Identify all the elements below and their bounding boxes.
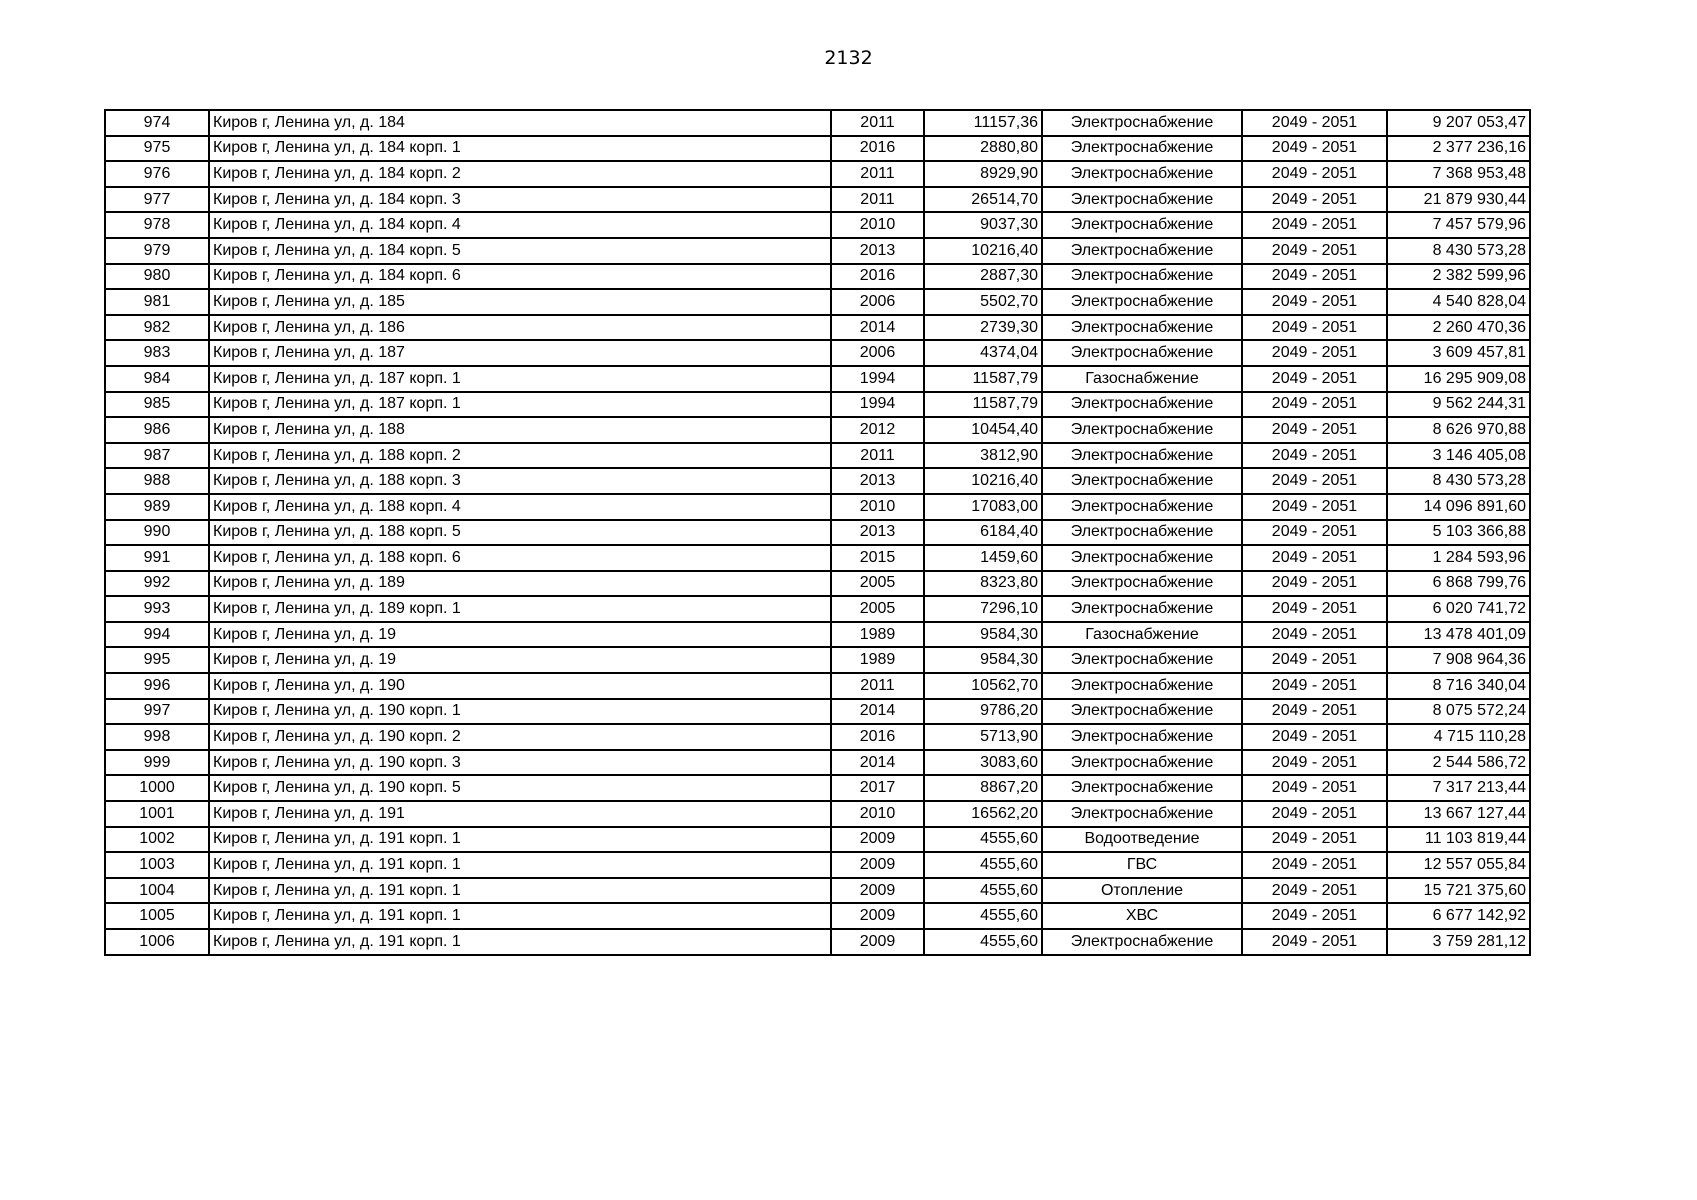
service-cell: Электроснабжение [1042,929,1242,955]
year-cell: 2006 [831,289,924,315]
cost-cell: 11 103 819,44 [1387,827,1530,853]
row-number-cell: 1005 [105,903,209,929]
table-row [105,673,1530,699]
year-cell: 2009 [831,929,924,955]
area-cell: 10216,40 [924,468,1042,494]
address-cell: Киров г, Ленина ул, д. 190 корп. 2 [209,724,831,750]
area-cell: 10216,40 [924,238,1042,264]
year-cell: 2005 [831,596,924,622]
table-row [105,622,1530,648]
address-cell: Киров г, Ленина ул, д. 184 [209,110,831,136]
period-cell: 2049 - 2051 [1242,929,1387,955]
cost-cell: 2 260 470,36 [1387,315,1530,341]
period-cell: 2049 - 2051 [1242,468,1387,494]
cost-cell: 3 146 405,08 [1387,443,1530,469]
cost-cell: 8 626 970,88 [1387,417,1530,443]
period-cell: 2049 - 2051 [1242,775,1387,801]
address-cell: Киров г, Ленина ул, д. 184 корп. 4 [209,212,831,238]
service-cell: Газоснабжение [1042,622,1242,648]
row-number-cell: 988 [105,468,209,494]
service-cell: Электроснабжение [1042,187,1242,213]
year-cell: 2010 [831,494,924,520]
area-cell: 2739,30 [924,315,1042,341]
service-cell: Электроснабжение [1042,238,1242,264]
year-cell: 2010 [831,212,924,238]
year-cell: 2016 [831,136,924,162]
cost-cell: 8 430 573,28 [1387,238,1530,264]
address-cell: Киров г, Ленина ул, д. 188 корп. 5 [209,520,831,546]
address-cell: Киров г, Ленина ул, д. 186 [209,315,831,341]
row-number-cell: 980 [105,264,209,290]
row-number-cell: 983 [105,340,209,366]
address-cell: Киров г, Ленина ул, д. 188 корп. 3 [209,468,831,494]
service-cell: Электроснабжение [1042,340,1242,366]
area-cell: 4555,60 [924,929,1042,955]
address-cell: Киров г, Ленина ул, д. 191 корп. 1 [209,903,831,929]
period-cell: 2049 - 2051 [1242,417,1387,443]
address-cell: Киров г, Ленина ул, д. 189 корп. 1 [209,596,831,622]
area-cell: 11587,79 [924,392,1042,418]
year-cell: 2014 [831,699,924,725]
period-cell: 2049 - 2051 [1242,673,1387,699]
row-number-cell: 991 [105,545,209,571]
row-number-cell: 998 [105,724,209,750]
address-cell: Киров г, Ленина ул, д. 184 корп. 6 [209,264,831,290]
period-cell: 2049 - 2051 [1242,750,1387,776]
area-cell: 7296,10 [924,596,1042,622]
table-row [105,775,1530,801]
period-cell: 2049 - 2051 [1242,801,1387,827]
table-row [105,647,1530,673]
year-cell: 2009 [831,827,924,853]
service-cell: Электроснабжение [1042,750,1242,776]
table-row [105,340,1530,366]
area-cell: 4374,04 [924,340,1042,366]
row-number-cell: 979 [105,238,209,264]
cost-cell: 21 879 930,44 [1387,187,1530,213]
row-number-cell: 986 [105,417,209,443]
area-cell: 9584,30 [924,622,1042,648]
service-cell: Газоснабжение [1042,366,1242,392]
table-row [105,289,1530,315]
cost-cell: 9 562 244,31 [1387,392,1530,418]
address-cell: Киров г, Ленина ул, д. 191 корп. 1 [209,929,831,955]
year-cell: 2012 [831,417,924,443]
period-cell: 2049 - 2051 [1242,366,1387,392]
table-row [105,571,1530,597]
table-row [105,699,1530,725]
year-cell: 2011 [831,161,924,187]
row-number-cell: 981 [105,289,209,315]
year-cell: 2006 [831,340,924,366]
period-cell: 2049 - 2051 [1242,647,1387,673]
table-row [105,187,1530,213]
area-cell: 1459,60 [924,545,1042,571]
table-row [105,238,1530,264]
year-cell: 2009 [831,903,924,929]
cost-cell: 7 908 964,36 [1387,647,1530,673]
cost-cell: 15 721 375,60 [1387,878,1530,904]
period-cell: 2049 - 2051 [1242,264,1387,290]
service-cell: ХВС [1042,903,1242,929]
service-cell: Электроснабжение [1042,775,1242,801]
address-cell: Киров г, Ленина ул, д. 190 корп. 5 [209,775,831,801]
year-cell: 2015 [831,545,924,571]
cost-cell: 7 368 953,48 [1387,161,1530,187]
period-cell: 2049 - 2051 [1242,724,1387,750]
table-row [105,212,1530,238]
year-cell: 1994 [831,366,924,392]
row-number-cell: 1000 [105,775,209,801]
address-cell: Киров г, Ленина ул, д. 187 [209,340,831,366]
service-cell: Электроснабжение [1042,468,1242,494]
area-cell: 8867,20 [924,775,1042,801]
cost-cell: 2 544 586,72 [1387,750,1530,776]
address-cell: Киров г, Ленина ул, д. 185 [209,289,831,315]
area-cell: 5502,70 [924,289,1042,315]
cost-cell: 2 382 599,96 [1387,264,1530,290]
service-cell: Электроснабжение [1042,724,1242,750]
row-number-cell: 976 [105,161,209,187]
year-cell: 2016 [831,264,924,290]
area-cell: 5713,90 [924,724,1042,750]
service-cell: Электроснабжение [1042,443,1242,469]
service-cell: Электроснабжение [1042,647,1242,673]
address-cell: Киров г, Ленина ул, д. 191 корп. 1 [209,852,831,878]
service-cell: Электроснабжение [1042,264,1242,290]
area-cell: 8929,90 [924,161,1042,187]
service-cell: Электроснабжение [1042,136,1242,162]
area-cell: 26514,70 [924,187,1042,213]
cost-cell: 13 478 401,09 [1387,622,1530,648]
period-cell: 2049 - 2051 [1242,494,1387,520]
table-row [105,136,1530,162]
cost-cell: 3 759 281,12 [1387,929,1530,955]
area-cell: 9584,30 [924,647,1042,673]
service-cell: Электроснабжение [1042,545,1242,571]
table-row [105,417,1530,443]
period-cell: 2049 - 2051 [1242,622,1387,648]
cost-cell: 6 868 799,76 [1387,571,1530,597]
period-cell: 2049 - 2051 [1242,340,1387,366]
year-cell: 1989 [831,622,924,648]
address-cell: Киров г, Ленина ул, д. 188 корп. 2 [209,443,831,469]
row-number-cell: 985 [105,392,209,418]
cost-cell: 12 557 055,84 [1387,852,1530,878]
period-cell: 2049 - 2051 [1242,238,1387,264]
address-cell: Киров г, Ленина ул, д. 190 [209,673,831,699]
period-cell: 2049 - 2051 [1242,392,1387,418]
period-cell: 2049 - 2051 [1242,878,1387,904]
row-number-cell: 995 [105,647,209,673]
year-cell: 1994 [831,392,924,418]
table-row [105,494,1530,520]
cost-cell: 7 317 213,44 [1387,775,1530,801]
service-cell: Электроснабжение [1042,110,1242,136]
period-cell: 2049 - 2051 [1242,699,1387,725]
address-cell: Киров г, Ленина ул, д. 188 корп. 4 [209,494,831,520]
table-row [105,929,1530,955]
cost-cell: 8 716 340,04 [1387,673,1530,699]
service-cell: Электроснабжение [1042,494,1242,520]
service-cell: Электроснабжение [1042,212,1242,238]
row-number-cell: 987 [105,443,209,469]
table-row [105,545,1530,571]
year-cell: 2014 [831,750,924,776]
address-cell: Киров г, Ленина ул, д. 19 [209,622,831,648]
period-cell: 2049 - 2051 [1242,187,1387,213]
period-cell: 2049 - 2051 [1242,852,1387,878]
year-cell: 2017 [831,775,924,801]
row-number-cell: 1002 [105,827,209,853]
year-cell: 2013 [831,238,924,264]
year-cell: 2014 [831,315,924,341]
address-cell: Киров г, Ленина ул, д. 184 корп. 3 [209,187,831,213]
year-cell: 2013 [831,468,924,494]
row-number-cell: 990 [105,520,209,546]
period-cell: 2049 - 2051 [1242,161,1387,187]
row-number-cell: 999 [105,750,209,776]
service-cell: Электроснабжение [1042,289,1242,315]
year-cell: 2009 [831,852,924,878]
table-row [105,468,1530,494]
service-cell: Электроснабжение [1042,315,1242,341]
cost-cell: 1 284 593,96 [1387,545,1530,571]
cost-cell: 5 103 366,88 [1387,520,1530,546]
area-cell: 6184,40 [924,520,1042,546]
area-cell: 4555,60 [924,852,1042,878]
table-row [105,878,1530,904]
area-cell: 17083,00 [924,494,1042,520]
address-cell: Киров г, Ленина ул, д. 184 корп. 5 [209,238,831,264]
cost-cell: 13 667 127,44 [1387,801,1530,827]
cost-cell: 4 715 110,28 [1387,724,1530,750]
address-cell: Киров г, Ленина ул, д. 188 [209,417,831,443]
area-cell: 4555,60 [924,878,1042,904]
service-cell: Электроснабжение [1042,161,1242,187]
row-number-cell: 997 [105,699,209,725]
year-cell: 2011 [831,673,924,699]
address-cell: Киров г, Ленина ул, д. 191 корп. 1 [209,827,831,853]
table-row [105,750,1530,776]
cost-cell: 2 377 236,16 [1387,136,1530,162]
period-cell: 2049 - 2051 [1242,212,1387,238]
service-cell: Электроснабжение [1042,417,1242,443]
address-cell: Киров г, Ленина ул, д. 191 [209,801,831,827]
period-cell: 2049 - 2051 [1242,545,1387,571]
cost-cell: 4 540 828,04 [1387,289,1530,315]
table-row [105,520,1530,546]
area-cell: 2880,80 [924,136,1042,162]
cost-cell: 8 075 572,24 [1387,699,1530,725]
address-cell: Киров г, Ленина ул, д. 191 корп. 1 [209,878,831,904]
address-cell: Киров г, Ленина ул, д. 19 [209,647,831,673]
area-cell: 11157,36 [924,110,1042,136]
service-cell: Водоотведение [1042,827,1242,853]
table-row [105,392,1530,418]
period-cell: 2049 - 2051 [1242,289,1387,315]
service-cell: Электроснабжение [1042,520,1242,546]
area-cell: 4555,60 [924,903,1042,929]
address-cell: Киров г, Ленина ул, д. 187 корп. 1 [209,392,831,418]
table-row [105,315,1530,341]
row-number-cell: 993 [105,596,209,622]
row-number-cell: 1006 [105,929,209,955]
row-number-cell: 996 [105,673,209,699]
area-cell: 8323,80 [924,571,1042,597]
row-number-cell: 982 [105,315,209,341]
period-cell: 2049 - 2051 [1242,903,1387,929]
year-cell: 2005 [831,571,924,597]
period-cell: 2049 - 2051 [1242,443,1387,469]
cost-cell: 9 207 053,47 [1387,110,1530,136]
table-row [105,827,1530,853]
year-cell: 2011 [831,187,924,213]
period-cell: 2049 - 2051 [1242,315,1387,341]
area-cell: 9786,20 [924,699,1042,725]
service-cell: Электроснабжение [1042,392,1242,418]
cost-cell: 3 609 457,81 [1387,340,1530,366]
registry-table [104,109,1531,956]
period-cell: 2049 - 2051 [1242,136,1387,162]
table-row [105,366,1530,392]
year-cell: 2013 [831,520,924,546]
table-row [105,596,1530,622]
area-cell: 11587,79 [924,366,1042,392]
address-cell: Киров г, Ленина ул, д. 190 корп. 1 [209,699,831,725]
cost-cell: 8 430 573,28 [1387,468,1530,494]
area-cell: 9037,30 [924,212,1042,238]
table-row [105,903,1530,929]
cost-cell: 14 096 891,60 [1387,494,1530,520]
table-body [105,110,1530,955]
table-row [105,110,1530,136]
address-cell: Киров г, Ленина ул, д. 189 [209,571,831,597]
area-cell: 2887,30 [924,264,1042,290]
cost-cell: 16 295 909,08 [1387,366,1530,392]
cost-cell: 6 020 741,72 [1387,596,1530,622]
row-number-cell: 994 [105,622,209,648]
row-number-cell: 984 [105,366,209,392]
year-cell: 2009 [831,878,924,904]
area-cell: 3812,90 [924,443,1042,469]
row-number-cell: 974 [105,110,209,136]
row-number-cell: 1004 [105,878,209,904]
row-number-cell: 975 [105,136,209,162]
table-row [105,161,1530,187]
row-number-cell: 978 [105,212,209,238]
row-number-cell: 989 [105,494,209,520]
address-cell: Киров г, Ленина ул, д. 184 корп. 1 [209,136,831,162]
service-cell: Электроснабжение [1042,571,1242,597]
table-row [105,801,1530,827]
service-cell: Отопление [1042,878,1242,904]
cost-cell: 7 457 579,96 [1387,212,1530,238]
row-number-cell: 1001 [105,801,209,827]
service-cell: Электроснабжение [1042,673,1242,699]
year-cell: 2011 [831,110,924,136]
address-cell: Киров г, Ленина ул, д. 190 корп. 3 [209,750,831,776]
area-cell: 10454,40 [924,417,1042,443]
period-cell: 2049 - 2051 [1242,827,1387,853]
table-row [105,724,1530,750]
service-cell: Электроснабжение [1042,801,1242,827]
area-cell: 16562,20 [924,801,1042,827]
year-cell: 2011 [831,443,924,469]
page-number: 2132 [824,47,873,69]
year-cell: 1989 [831,647,924,673]
row-number-cell: 977 [105,187,209,213]
address-cell: Киров г, Ленина ул, д. 188 корп. 6 [209,545,831,571]
year-cell: 2016 [831,724,924,750]
cost-cell: 6 677 142,92 [1387,903,1530,929]
row-number-cell: 1003 [105,852,209,878]
service-cell: ГВС [1042,852,1242,878]
table-row [105,443,1530,469]
service-cell: Электроснабжение [1042,596,1242,622]
period-cell: 2049 - 2051 [1242,110,1387,136]
area-cell: 10562,70 [924,673,1042,699]
table-row [105,852,1530,878]
period-cell: 2049 - 2051 [1242,596,1387,622]
table-row [105,264,1530,290]
row-number-cell: 992 [105,571,209,597]
address-cell: Киров г, Ленина ул, д. 187 корп. 1 [209,366,831,392]
period-cell: 2049 - 2051 [1242,520,1387,546]
period-cell: 2049 - 2051 [1242,571,1387,597]
address-cell: Киров г, Ленина ул, д. 184 корп. 2 [209,161,831,187]
area-cell: 4555,60 [924,827,1042,853]
service-cell: Электроснабжение [1042,699,1242,725]
area-cell: 3083,60 [924,750,1042,776]
year-cell: 2010 [831,801,924,827]
